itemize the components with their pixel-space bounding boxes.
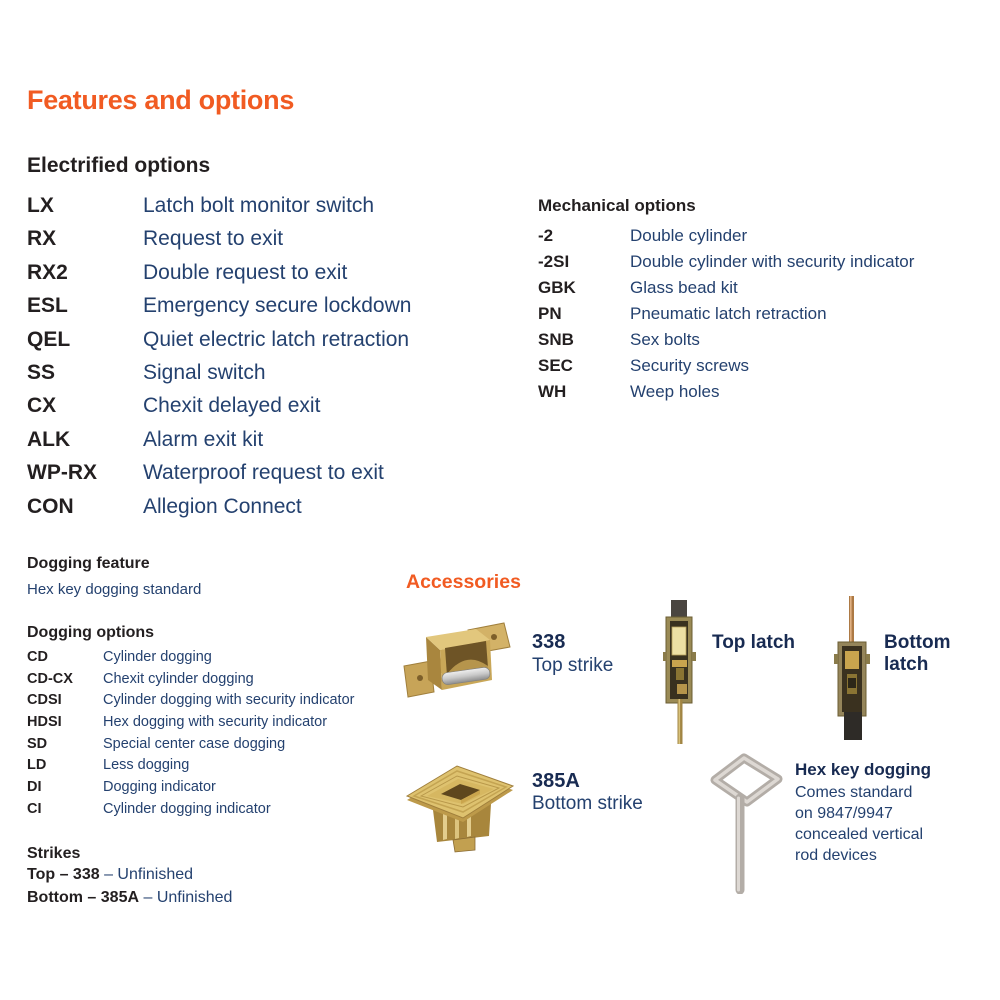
option-code: -2 [538,226,554,245]
option-code: CDSI [27,692,62,709]
option-code: HDSI [27,714,62,731]
option-code: ESL [27,294,68,318]
strike-bottom-finish: – Unfinished [139,889,233,906]
option-desc: Double cylinder [630,226,748,245]
option-row [538,382,914,408]
option-row [27,428,411,461]
option-desc: Pneumatic latch retraction [630,304,827,323]
option-code: CD-CX [27,670,73,687]
option-desc: Cylinder dogging indicator [103,800,271,817]
option-row [27,495,411,528]
option-code: LD [27,757,47,774]
option-row [27,328,411,361]
bottom-strike-385a-caption: Bottom strike [532,793,643,814]
option-desc: Emergency secure lockdown [143,294,412,318]
option-desc: Weep holes [630,382,720,401]
mechanical-options-heading: Mechanical options [538,196,696,215]
option-row [538,356,914,382]
option-code: CON [27,494,74,518]
bottom-latch-image [832,596,872,744]
electrified-options-list [27,194,411,528]
accessories-heading: Accessories [406,571,521,593]
option-desc: Latch bolt monitor switch [143,194,375,217]
option-row [27,294,411,327]
option-row [27,361,411,394]
option-row [27,649,354,671]
option-desc: Allegion Connect [143,494,302,518]
option-row [538,330,914,356]
dogging-feature-text: Hex key dogging standard [27,581,202,598]
option-row [27,671,354,693]
option-desc: Quiet electric latch retraction [143,327,410,351]
option-row [27,194,411,227]
option-code: SS [27,360,56,384]
dogging-options-list [27,649,354,823]
option-row [27,757,354,779]
dogging-feature-heading: Dogging feature [27,555,150,572]
option-code: -2SI [538,252,570,271]
option-desc: Cylinder dogging with security indicator [103,692,355,709]
option-row [27,461,411,494]
option-code: WH [538,382,567,401]
hex-key-image [706,752,786,894]
dogging-options-heading: Dogging options [27,624,155,641]
top-latch-image [660,600,700,744]
option-desc: Glass bead kit [630,278,738,297]
electrified-options-heading: Electrified options [27,154,211,177]
option-row [538,252,914,278]
option-code: QEL [27,327,71,351]
option-row [538,278,914,304]
hex-key-dogging-caption [795,782,955,866]
option-desc: Chexit cylinder dogging [103,670,254,687]
option-row [27,261,411,294]
option-desc: Less dogging [103,757,190,774]
option-desc: Hex dogging with security indicator [103,714,328,731]
option-row [27,714,354,736]
hex-key-dogging-label: Hex key dogging [795,760,932,779]
strike-top-code: Top – 338 [27,866,100,883]
option-row [538,226,914,252]
option-desc: Security screws [630,356,750,375]
mechanical-options-list [538,226,914,408]
option-desc: Request to exit [143,227,284,251]
option-row [27,227,411,260]
bottom-strike-385a-image [403,752,517,856]
bottom-strike-385a-label: 385A [532,770,580,792]
option-row [27,801,354,823]
option-desc: Dogging indicator [103,779,216,796]
option-code: CI [27,800,42,817]
option-code: GBK [538,278,576,297]
option-row [27,692,354,714]
option-code: RX [27,227,57,251]
option-desc: Sex bolts [630,330,700,349]
option-code: RX2 [27,260,68,284]
page-title: Features and options [27,85,295,115]
top-strike-338-image [402,616,512,704]
strike-top-line [27,866,193,884]
option-code: DI [27,779,42,796]
option-desc: Cylinder dogging [103,649,212,665]
top-latch-label: Top latch [712,632,796,653]
strikes-heading: Strikes [27,845,81,862]
strike-bottom-line [27,889,232,907]
option-code: WP-RX [27,461,97,485]
option-desc: Alarm exit kit [143,427,264,451]
option-row [27,394,411,427]
strike-bottom-code: Bottom – 385A [27,889,140,906]
option-desc: Special center case dogging [103,735,286,752]
hex-key-caption-line: on 9847/9947 [795,805,893,822]
hex-key-caption-line: rod devices [795,847,877,864]
top-strike-338-caption: Top strike [532,655,614,676]
option-row [27,736,354,758]
option-desc: Waterproof request to exit [143,461,384,485]
option-row [538,304,914,330]
strike-top-finish: – Unfinished [99,866,194,883]
hex-key-caption-line: Comes standard [795,784,913,801]
hex-key-caption-line: concealed vertical [795,826,924,843]
option-desc: Double cylinder with security indicator [630,252,915,271]
option-code: SEC [538,356,573,375]
option-code: ALK [27,427,71,451]
option-row [27,779,354,801]
option-desc: Signal switch [143,360,266,384]
option-desc: Chexit delayed exit [143,394,321,418]
top-strike-338-label: 338 [532,631,566,653]
option-code: LX [27,194,54,217]
option-code: CX [27,394,57,418]
option-code: PN [538,304,562,323]
option-desc: Double request to exit [143,260,348,284]
option-code: SNB [538,330,574,349]
option-code: CD [27,649,48,665]
option-code: SD [27,735,48,752]
bottom-latch-label: Bottom latch [884,632,951,675]
